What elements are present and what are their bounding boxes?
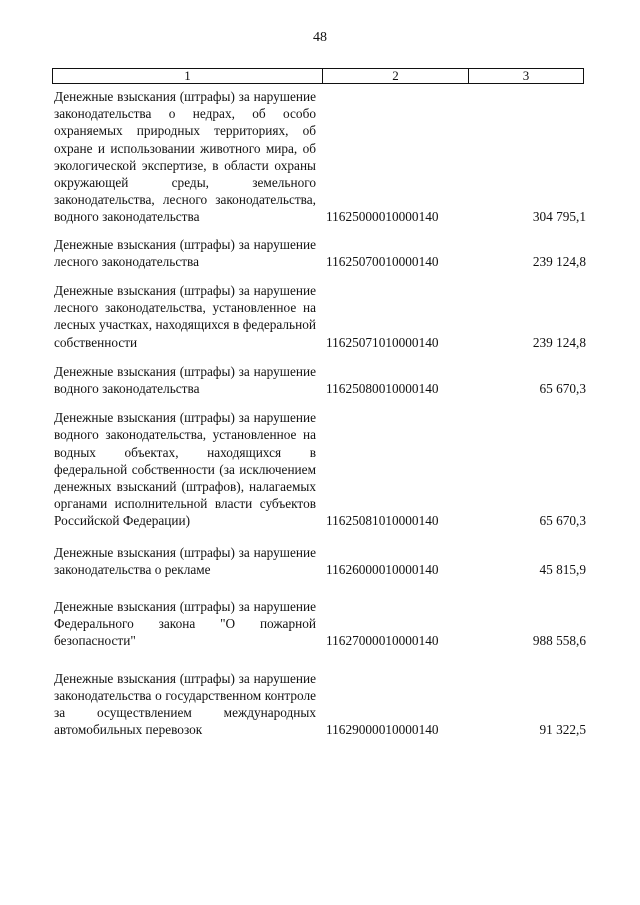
row-code: 11625080010000140 bbox=[326, 381, 439, 397]
table-row bbox=[54, 544, 586, 578]
table-row bbox=[54, 282, 586, 351]
row-amount: 91 322,5 bbox=[539, 722, 586, 738]
row-code: 11629000010000140 bbox=[326, 722, 439, 738]
column-header-1: 1 bbox=[53, 69, 323, 83]
row-code: 11625070010000140 bbox=[326, 253, 439, 269]
row-amount: 239 124,8 bbox=[532, 253, 586, 269]
row-amount: 988 558,6 bbox=[532, 633, 586, 649]
row-code: 11626000010000140 bbox=[326, 561, 439, 577]
row-amount: 45 815,9 bbox=[539, 561, 586, 577]
row-code: 11625071010000140 bbox=[326, 334, 439, 350]
row-amount: 65 670,3 bbox=[539, 513, 586, 529]
table-row bbox=[54, 363, 586, 397]
row-code: 11627000010000140 bbox=[326, 633, 439, 649]
table-row bbox=[54, 88, 586, 226]
row-description: Денежные взыскания (штрафы) за нарушение Федерального закона "О пожарной безопасности" bbox=[54, 599, 316, 649]
row-description: Денежные взыскания (штрафы) за нарушение лесного законодательства bbox=[54, 236, 316, 269]
table-row bbox=[54, 409, 586, 529]
row-description: Денежные взыскания (штрафы) за нарушение законодательства о рекламе bbox=[54, 544, 316, 577]
row-amount: 239 124,8 bbox=[532, 334, 586, 350]
row-description: Денежные взыскания (штрафы) за нарушение законодательства о государственном контроле за осуществлением международных автомобильных перевозок bbox=[54, 670, 316, 738]
row-description: Денежные взыскания (штрафы) за нарушение водного законодательства bbox=[54, 363, 316, 397]
row-amount: 65 670,3 bbox=[539, 381, 586, 397]
row-code: 11625081010000140 bbox=[326, 513, 439, 529]
table-row bbox=[54, 236, 586, 270]
column-header-2: 2 bbox=[323, 69, 469, 83]
row-code: 11625000010000140 bbox=[326, 209, 439, 225]
page-number: 48 bbox=[313, 30, 327, 45]
table-row bbox=[54, 598, 586, 650]
table-body bbox=[54, 88, 586, 739]
table-header bbox=[52, 68, 584, 84]
row-description: Денежные взыскания (штрафы) за нарушение лесного законодательства, установленное на лесных участках, находящихся в федеральной собственности bbox=[54, 283, 316, 350]
table-row bbox=[54, 670, 586, 739]
row-description: Денежные взыскания (штрафы) за нарушение законодательства о недрах, об особо охраняемых природных территориях, об охране и использовании животного мира, об экологической экспертизе, в области охраны окружающей среды, земельного законодательства, лесного законодательства, водного законодательства bbox=[54, 89, 316, 225]
column-header-3: 3 bbox=[522, 68, 530, 83]
row-amount: 304 795,1 bbox=[532, 209, 586, 225]
row-description: Денежные взыскания (штрафы) за нарушение водного законодательства, установленное на водных объектах, находящихся в федеральной собственности (за исключением денежных взысканий (штрафов), налагаемых органами исполнительной власти субъектов Российской Федерации) bbox=[54, 410, 316, 529]
